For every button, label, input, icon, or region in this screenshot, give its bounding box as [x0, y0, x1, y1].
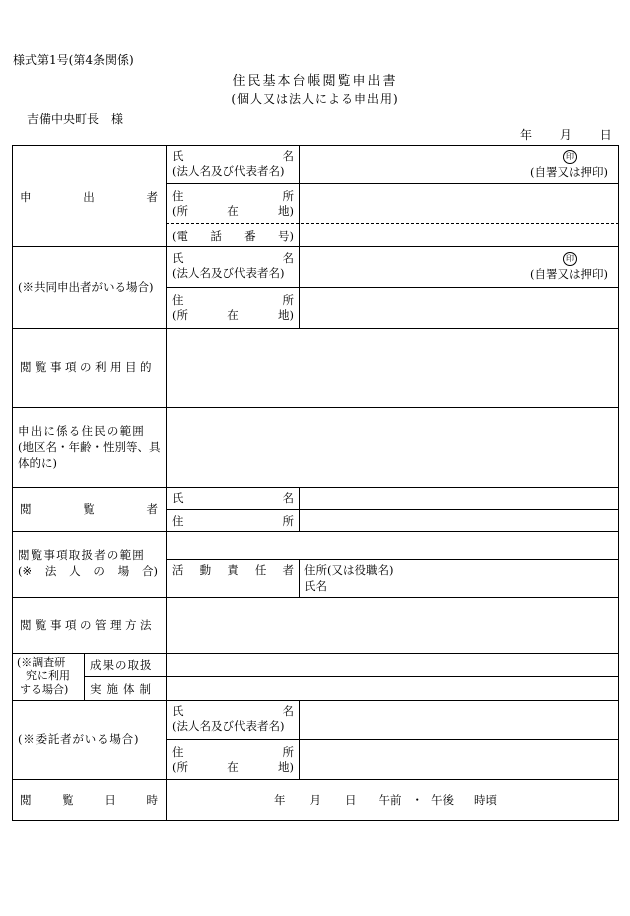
implementation-structure-label: 実施体制: [90, 682, 156, 696]
handler-label-line2: (※ 法 人 の 場 合): [18, 564, 158, 578]
applicant-name-sublabel: (法人名及び代表者名): [172, 164, 285, 178]
viewer-name-label: 氏 名: [172, 491, 294, 505]
applicant-phone-field[interactable]: [300, 224, 618, 246]
scope-label-line2: (地区名・年齢・性別等、具: [18, 440, 161, 454]
contractor-address-field[interactable]: [300, 740, 618, 779]
implementation-structure-field[interactable]: [167, 677, 618, 700]
contractor-name-label: 氏 名: [172, 704, 294, 718]
contractor-label: (※委託者がいる場合): [18, 732, 140, 746]
applicant-address-label: 住 所: [172, 189, 294, 203]
purpose-field[interactable]: [167, 329, 618, 407]
purpose-label: 閲覧事項の利用目的: [20, 360, 155, 374]
results-handling-field[interactable]: [167, 654, 618, 676]
handler-label-line1: 閲覧事項取扱者の範囲: [18, 548, 145, 562]
viewing-datetime-template: 年 月 日 午前 ・ 午後 時頃: [274, 793, 497, 807]
co-applicant-name-label: 氏 名: [172, 251, 294, 265]
applicant-name-field[interactable]: [300, 146, 618, 183]
management-label: 閲覧事項の管理方法: [20, 618, 155, 632]
co-applicant-location-label: (所 在 地): [172, 308, 294, 322]
date-year-label: 年: [520, 128, 533, 142]
co-applicant-name-field[interactable]: [300, 247, 618, 287]
submission-date: [520, 126, 612, 143]
activity-manager-label: 活 動 責 任 者: [172, 563, 294, 577]
viewer-label: 閲 覧 者: [20, 502, 158, 516]
applicant-label: 申 出 者: [20, 190, 158, 204]
co-applicant-address-label: 住 所: [172, 293, 294, 307]
date-month-label: 月: [559, 128, 572, 142]
viewer-address-field[interactable]: [300, 510, 618, 531]
research-label: (※調査研 究に利用 する場合): [17, 656, 70, 696]
management-field[interactable]: [167, 598, 618, 653]
contractor-name-sublabel: (法人名及び代表者名): [172, 719, 285, 733]
co-applicant-name-sublabel: (法人名及び代表者名): [172, 266, 285, 280]
scope-label-line1: 申出に係る住民の範囲: [18, 424, 145, 438]
activity-address-label: 住所(又は役職名): [304, 563, 394, 577]
activity-name-label: 氏名: [304, 579, 327, 593]
viewer-address-label: 住 所: [172, 514, 294, 528]
applicant-address-field[interactable]: [300, 184, 618, 223]
page-subtitle: (個人又は法人による申出用): [231, 92, 399, 106]
viewing-datetime-label: 閲 覧 日 時: [20, 793, 158, 807]
applicant-phone-label: (電 話 番 号): [172, 229, 294, 243]
contractor-name-field[interactable]: [300, 701, 618, 739]
application-form: [12, 145, 619, 821]
addressee: 吉備中央町長 様: [27, 112, 124, 126]
date-day-label: 日: [599, 128, 612, 142]
contractor-location-label: (所 在 地): [172, 760, 294, 774]
co-applicant-label: (※共同申出者がいる場合): [18, 280, 154, 294]
viewer-name-field[interactable]: [300, 488, 618, 509]
co-applicant-address-field[interactable]: [300, 288, 618, 328]
results-handling-label: 成果の取扱: [90, 658, 153, 672]
seal-icon: 印: [563, 252, 577, 266]
handler-field[interactable]: [167, 532, 618, 559]
page-title: 住民基本台帳閲覧申出書: [232, 74, 398, 89]
applicant-name-label: 氏 名: [172, 149, 294, 163]
applicant-location-label: (所 在 地): [172, 204, 294, 218]
contractor-address-label: 住 所: [172, 745, 294, 759]
scope-field[interactable]: [167, 408, 618, 487]
scope-label-line3: 体的に): [18, 456, 57, 470]
co-applicant-seal-note: (自署又は押印): [530, 267, 608, 281]
applicant-seal-note: (自署又は押印): [530, 165, 608, 179]
form-number: 様式第1号(第4条関係): [13, 53, 134, 67]
seal-icon: 印: [563, 150, 577, 164]
